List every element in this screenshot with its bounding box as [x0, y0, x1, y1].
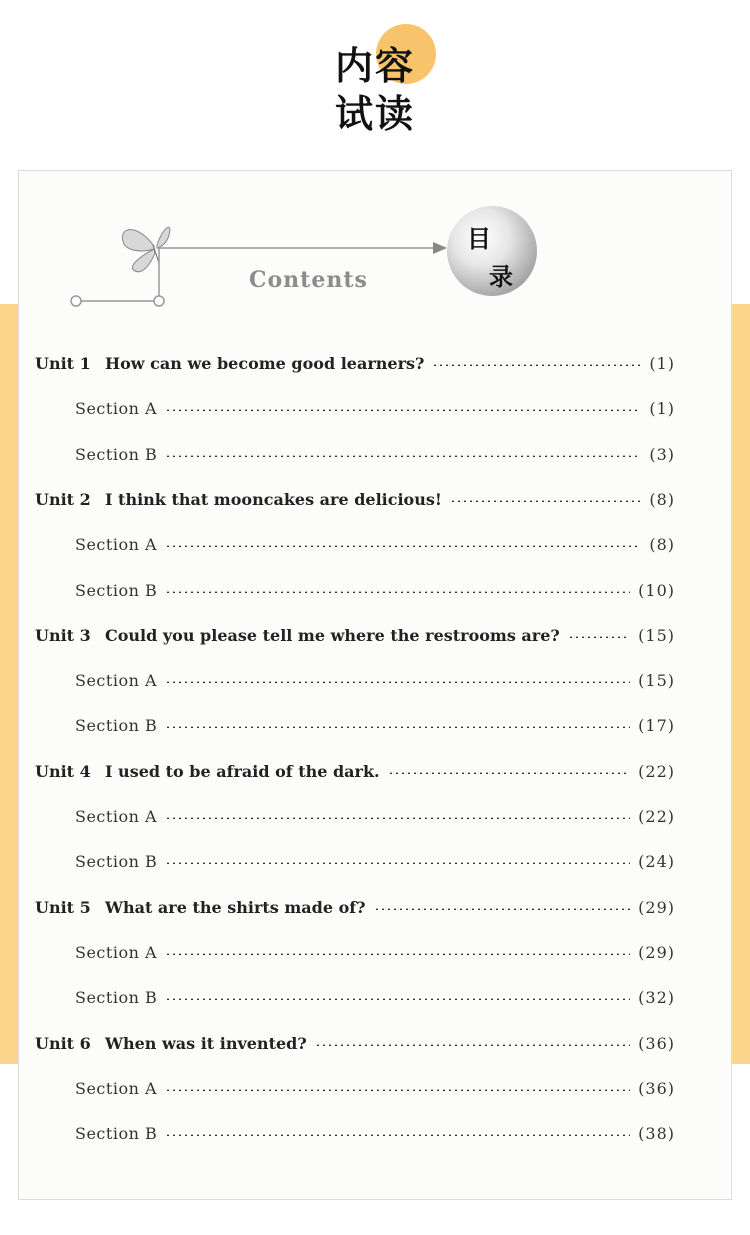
- page-number: (1): [649, 353, 675, 373]
- dot-leader: [165, 681, 630, 683]
- section-title: Section A: [75, 942, 158, 962]
- section-title: Section B: [75, 715, 158, 735]
- page-number: (17): [638, 715, 675, 735]
- toc-section-row[interactable]: [75, 985, 675, 1009]
- section-title: Section B: [75, 444, 158, 464]
- dot-leader: [165, 1134, 630, 1136]
- dot-leader: [165, 998, 630, 1000]
- page-number: (8): [649, 534, 675, 554]
- page-number: (29): [638, 942, 675, 962]
- page-number: (10): [638, 580, 675, 600]
- toc-unit-row[interactable]: [35, 895, 675, 919]
- toc-section-row[interactable]: [75, 713, 675, 737]
- section-title: Section B: [75, 580, 158, 600]
- page-number: (24): [638, 851, 675, 871]
- promo-header: [0, 0, 750, 160]
- page-number: (29): [638, 897, 675, 917]
- toc-section-row[interactable]: [75, 668, 675, 692]
- mulu-char-2: 录: [489, 263, 513, 291]
- toc-section-row[interactable]: [75, 1076, 675, 1100]
- toc-unit-row[interactable]: [35, 623, 675, 647]
- unit-number: Unit 3: [35, 625, 91, 645]
- unit-number: Unit 5: [35, 897, 91, 917]
- right-accent-band: [732, 304, 750, 1064]
- section-title: Section A: [75, 534, 158, 554]
- dot-leader: [315, 1044, 630, 1046]
- toc-unit-row[interactable]: [35, 487, 675, 511]
- dot-leader: [165, 726, 630, 728]
- section-title: Section B: [75, 1123, 158, 1143]
- node-circle-right: [154, 296, 164, 306]
- butterfly-icon: [122, 227, 169, 272]
- unit-title: Could you please tell me where the restrooms are?: [105, 625, 560, 645]
- dot-leader: [165, 862, 630, 864]
- toc-section-row[interactable]: [75, 578, 675, 602]
- unit-title: I used to be afraid of the dark.: [105, 761, 380, 781]
- section-title: Section B: [75, 987, 158, 1007]
- page-number: (36): [638, 1033, 675, 1053]
- page-number: (22): [638, 761, 675, 781]
- dot-leader: [165, 455, 641, 457]
- unit-number: Unit 6: [35, 1033, 91, 1053]
- toc-section-row[interactable]: [75, 940, 675, 964]
- dot-leader: [432, 364, 641, 366]
- unit-title: When was it invented?: [105, 1033, 307, 1053]
- dot-leader: [165, 1089, 630, 1091]
- dot-leader: [568, 636, 630, 638]
- toc-section-row[interactable]: [75, 442, 675, 466]
- page-number: (36): [638, 1078, 675, 1098]
- toc-unit-row[interactable]: [35, 1031, 675, 1055]
- unit-title: How can we become good learners?: [105, 353, 425, 373]
- mulu-char-1: 目: [467, 225, 491, 253]
- node-circle-left: [71, 296, 81, 306]
- contents-decoration: [19, 171, 732, 321]
- unit-number: Unit 1: [35, 353, 91, 373]
- unit-number: Unit 2: [35, 489, 91, 509]
- page-number: (1): [649, 398, 675, 418]
- page-number: (3): [649, 444, 675, 464]
- page-number: (8): [649, 489, 675, 509]
- page-number: (15): [638, 625, 675, 645]
- section-title: Section A: [75, 398, 158, 418]
- dot-leader: [388, 772, 631, 774]
- page-number: (32): [638, 987, 675, 1007]
- section-title: Section A: [75, 670, 158, 690]
- dot-leader: [165, 545, 641, 547]
- page-number: (38): [638, 1123, 675, 1143]
- dot-leader: [165, 817, 630, 819]
- toc-section-row[interactable]: [75, 396, 675, 420]
- section-title: Section A: [75, 806, 158, 826]
- page-number: (22): [638, 806, 675, 826]
- toc-unit-row[interactable]: [35, 351, 675, 375]
- dot-leader: [374, 908, 631, 910]
- toc-section-row[interactable]: [75, 1121, 675, 1145]
- toc-section-row[interactable]: [75, 804, 675, 828]
- toc-section-row[interactable]: [75, 532, 675, 556]
- header-title-line-1: 内容: [334, 44, 415, 88]
- dot-leader: [165, 409, 641, 411]
- unit-title: What are the shirts made of?: [105, 897, 366, 917]
- left-accent-band: [0, 304, 18, 1064]
- arrow-head: [433, 242, 447, 254]
- page-number: (15): [638, 670, 675, 690]
- dot-leader: [165, 953, 630, 955]
- toc-unit-row[interactable]: [35, 759, 675, 783]
- section-title: Section A: [75, 1078, 158, 1098]
- book-page: [18, 170, 732, 1200]
- unit-number: Unit 4: [35, 761, 91, 781]
- toc-section-row[interactable]: [75, 849, 675, 873]
- header-title-line-2: 试读: [334, 92, 415, 136]
- unit-title: I think that mooncakes are delicious!: [105, 489, 442, 509]
- section-title: Section B: [75, 851, 158, 871]
- dot-leader: [165, 591, 630, 593]
- dot-leader: [450, 500, 641, 502]
- contents-label: Contents: [249, 267, 368, 293]
